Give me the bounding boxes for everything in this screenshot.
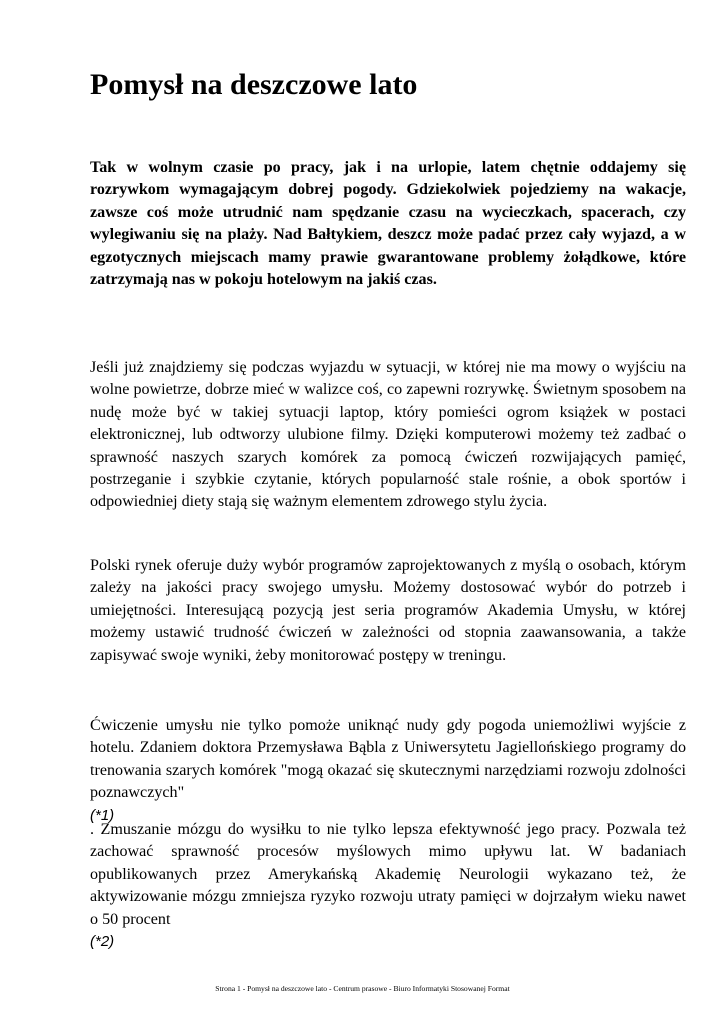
footnote-ref-1: (*1) — [90, 806, 115, 824]
lead-paragraph: Tak w wolnym czasie po pracy, jak i na urlopie, latem chętnie oddajemy się rozrywkom wymagającym dobrej pogody. Gdziekolwiek pojedziemy na wakacje, zawsze coś może utrudnić nam spędzanie czasu na wycieczkach, spacerach, czy wylegiwaniu się na plaży. Nad Bałtykiem, deszcz może padać przez cały wyjazd, a w egzotycznych miejscach mamy prawie gwarantowane problemy żołądkowe, które zatrzymają nas w pokoju hotelowym na jakiś czas. — [90, 159, 686, 289]
page-footer: Strona 1 - Pomysł na deszczowe lato - Centrum prasowe - Biuro Informatyki Stosowanej Format — [215, 984, 510, 993]
paragraph-3-block — [90, 715, 686, 827]
paragraph-1: Jeśli już znajdziemy się podczas wyjazdu w sytuacji, w której nie ma mowy o wyjściu na wolne powietrze, dobrze mieć w walizce coś, co zapewni rozrywkę. Świetnym sposobem na nudę może być w takiej sytuacji laptop, który pomieści ogrom książek w postaci elektronicznej, lub odtworzy ulubione filmy. Dzięki komputerowi możemy też zadbać o sprawność naszych szarych komórek za pomocą ćwiczeń rozwijających pamięć, postrzeganie i szybkie czytanie, których popularność stale rośnie, a obok sportów i odpowiedniej diety stają się ważnym elementem zdrowego stylu życia. — [90, 359, 686, 511]
paragraph-4-block — [90, 819, 686, 953]
paragraph-2: Polski rynek oferuje duży wybór programów zaprojektowanych z myślą o osobach, którym zależy na jakości pracy swojego umysłu. Możemy dostosować wybór do potrzeb i umiejętności. Interesującą pozycją jest seria programów Akademia Umysłu, w której możemy ustawić trudność ćwiczeń w zależności od stopnia zaawansowania, a także zapisywać swoje wyniki, żeby monitorować postępy w treningu. — [90, 557, 686, 664]
paragraph-3: Ćwiczenie umysłu nie tylko pomoże uniknąć nudy gdy pogoda uniemożliwi wyjście z hotelu. Zdaniem doktora Przemysława Bąbla z Uniwersytetu Jagiellońskiego programy do trenowania szarych komórek "mogą okazać się skutecznymi narzędziami rozwoju zdolności poznawczych" — [90, 717, 686, 802]
page-title: Pomysł na deszczowe lato — [90, 68, 418, 101]
footnote-ref-2: (*2) — [90, 933, 115, 951]
paragraph-4: . Zmuszanie mózgu do wysiłku to nie tylko lepsza efektywność jego pracy. Pozwala też zachować sprawność procesów myślowych mimo upływu lat. W badaniach opublikowanych przez Amerykańską Akademię Neurologii wykazano też, że aktywizowanie mózgu zmniejsza ryzyko rozwoju utraty pamięci w dojrzałym wieku nawet o 50 procent — [90, 821, 686, 928]
